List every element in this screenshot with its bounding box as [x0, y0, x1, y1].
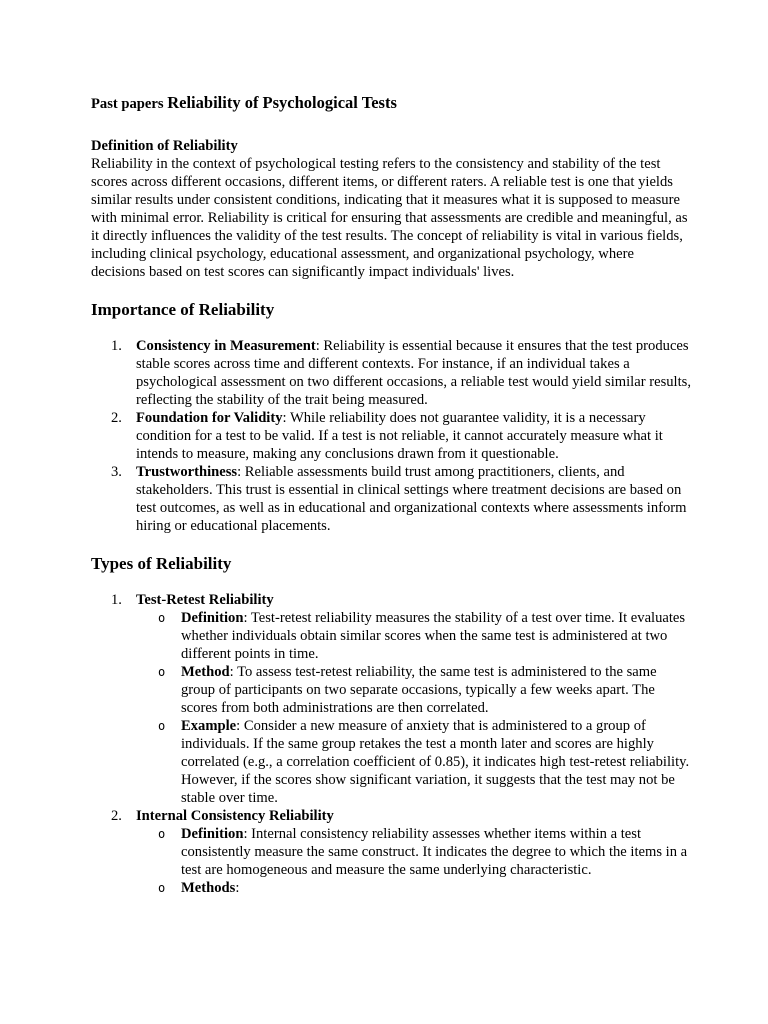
type-item [91, 807, 691, 897]
list-number: 2. [111, 808, 122, 824]
sub-item-term: Method [181, 664, 230, 680]
bullet-icon: o [158, 665, 166, 679]
importance-item [91, 337, 691, 409]
item-term: Foundation for Validity [136, 410, 283, 426]
item-text: : Reliability is essential because it ensures that the test produces stable scores across time and different contexts. For instance, if an individual takes a psychological assessment on two different occasions, a reliable test would yield similar results, reflecting the stability of the trait being measured. [136, 338, 691, 408]
sub-item-text: : Test-retest reliability measures the stability of a test over time. It evaluates whether individuals obtain similar scores when the same test is administered at two different points in time. [181, 610, 686, 662]
definition-heading: Definition of Reliability [91, 138, 238, 154]
document-title [91, 92, 691, 115]
importance-item [91, 409, 691, 463]
sub-item [136, 825, 691, 879]
item-text: : While reliability does not guarantee validity, it is a necessary condition for a test to be valid. If a test is not reliable, it cannot accurately measure what it intends to measure, making any conclusions drawn from it questionable. [136, 410, 663, 462]
sub-item [136, 717, 691, 807]
list-number: 3. [111, 464, 122, 480]
sub-item-text: : [235, 880, 240, 896]
importance-list [91, 337, 691, 535]
type-title: Internal Consistency Reliability [136, 808, 334, 824]
types-heading: Types of Reliability [91, 554, 232, 573]
list-number: 2. [111, 410, 122, 426]
item-term: Consistency in Measurement [136, 338, 316, 354]
types-list [91, 591, 691, 897]
type-item [91, 591, 691, 807]
sub-item-term: Definition [181, 826, 244, 842]
importance-heading: Importance of Reliability [91, 300, 275, 319]
type-title: Test-Retest Reliability [136, 592, 274, 608]
list-number: 1. [111, 338, 122, 354]
bullet-icon: o [158, 881, 166, 895]
item-term: Trustworthiness [136, 464, 238, 480]
item-text: : Reliable assessments build trust among practitioners, clients, and stakeholders. This trust is essential in clinical settings where treatment decisions are based on test outcomes, as well as in educational and organizational contexts where assessments inform hiring or educational placements. [136, 464, 687, 534]
importance-item [91, 463, 691, 535]
type-subitems [136, 825, 691, 897]
sub-item [136, 879, 691, 897]
sub-item-term: Definition [181, 610, 244, 626]
bullet-icon: o [158, 719, 166, 733]
sub-item-text: : To assess test-retest reliability, the same test is administered to the same group of participants on two separate occasions, typically a few weeks apart. The scores from both administrations are then correlated. [181, 664, 657, 716]
sub-item [136, 609, 691, 663]
title-prefix: Past papers [91, 96, 164, 112]
list-number: 1. [111, 592, 122, 608]
sub-item [136, 663, 691, 717]
definition-paragraph: Reliability in the context of psychological testing refers to the consistency and stability of the test scores across different occasions, different items, or different raters. A reliable test is one that yields similar results under consistent conditions, indicating that it measures what it is supposed to measure with minimal error. Reliability is critical for ensuring that assessments are credible and meaningful, as it directly influences the validity of the test results. The concept of reliability is vital in various fields, including clinical psychology, educational assessment, and organizational psychology, where decisions based on test scores can significantly impact individuals' lives. [91, 156, 688, 280]
sub-item-term: Methods [181, 880, 236, 896]
title-main: Reliability of Psychological Tests [167, 93, 397, 112]
bullet-icon: o [158, 611, 166, 625]
sub-item-text: : Internal consistency reliability assesses whether items within a test consistently measure the same construct. It indicates the degree to which the items in a test are homogeneous and measure the same underlying characteristic. [181, 826, 688, 878]
document-page [91, 92, 691, 897]
sub-item-text: : Consider a new measure of anxiety that is administered to a group of individuals. If the same group retakes the test a month later and scores are highly correlated (e.g., a correlation coefficient of 0.85), it indicates high test-retest reliability. However, if the scores show significant variation, it suggests that the test may not be stable over time. [181, 718, 690, 806]
bullet-icon: o [158, 827, 166, 841]
sub-item-term: Example [181, 718, 237, 734]
type-subitems [136, 609, 691, 807]
